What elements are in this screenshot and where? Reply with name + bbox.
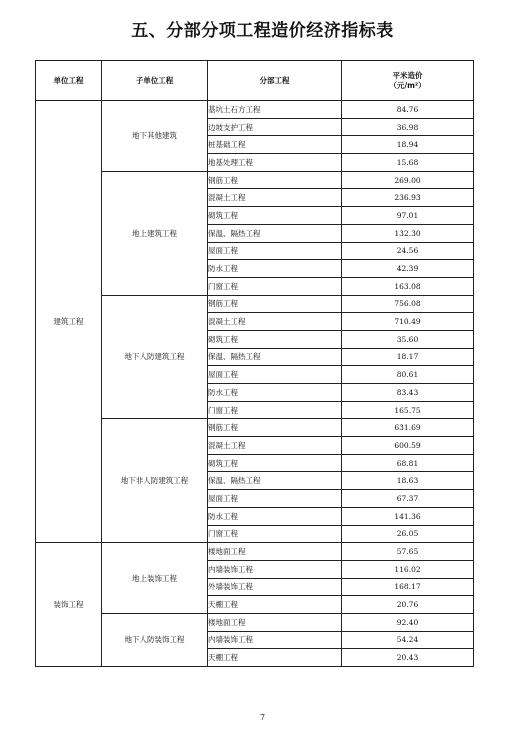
unit-price-cell: 163.08 xyxy=(342,277,474,295)
table-body xyxy=(36,101,474,667)
unit-price-cell: 97.01 xyxy=(342,207,474,225)
header-sub-unit: 子单位工程 xyxy=(102,61,208,101)
unit-price-cell: 18.63 xyxy=(342,472,474,490)
sub-unit-project-cell: 地下人防装饰工程 xyxy=(102,613,208,666)
unit-price-cell: 20.76 xyxy=(342,596,474,614)
sub-project-cell: 门窗工程 xyxy=(208,401,342,419)
unit-price-cell: 18.17 xyxy=(342,348,474,366)
unit-price-cell: 36.98 xyxy=(342,118,474,136)
sub-project-cell: 基坑土石方工程 xyxy=(208,101,342,119)
unit-price-cell: 132.30 xyxy=(342,224,474,242)
table-row xyxy=(36,171,474,189)
page-title: 五、分部分项工程造价经济指标表 xyxy=(131,21,394,41)
unit-price-cell: 15.68 xyxy=(342,154,474,172)
unit-price-cell: 710.49 xyxy=(342,313,474,331)
unit-price-cell: 20.43 xyxy=(342,649,474,667)
header-price xyxy=(342,61,474,101)
header-unit: 单位工程 xyxy=(36,61,102,101)
unit-price-cell: 42.39 xyxy=(342,260,474,278)
sub-project-cell: 砌筑工程 xyxy=(208,207,342,225)
table-row xyxy=(36,295,474,313)
sub-project-cell: 防水工程 xyxy=(208,260,342,278)
sub-unit-project-cell: 地下人防建筑工程 xyxy=(102,295,208,419)
unit-price-cell: 600.59 xyxy=(342,437,474,455)
sub-project-cell: 屋面工程 xyxy=(208,366,342,384)
sub-project-cell: 混凝土工程 xyxy=(208,313,342,331)
sub-unit-project-cell: 地下其他建筑 xyxy=(102,101,208,172)
sub-project-cell: 地基处理工程 xyxy=(208,154,342,172)
unit-project-cell: 建筑工程 xyxy=(36,101,102,543)
table-row xyxy=(36,543,474,561)
unit-price-cell: 168.17 xyxy=(342,578,474,596)
sub-project-cell: 屋面工程 xyxy=(208,490,342,508)
sub-project-cell: 内墙装饰工程 xyxy=(208,560,342,578)
header-price-line1: 平米造价 xyxy=(392,70,423,80)
sub-project-cell: 防水工程 xyxy=(208,384,342,402)
unit-price-cell: 26.05 xyxy=(342,525,474,543)
page-number: 7 xyxy=(259,713,266,722)
sub-project-cell: 钢筋工程 xyxy=(208,171,342,189)
unit-price-cell: 165.75 xyxy=(342,401,474,419)
sub-unit-project-cell: 地下非人防建筑工程 xyxy=(102,419,208,543)
sub-project-cell: 桩基础工程 xyxy=(208,136,342,154)
table-header-row xyxy=(36,61,474,101)
sub-unit-project-cell: 地上建筑工程 xyxy=(102,171,208,295)
unit-price-cell: 67.37 xyxy=(342,490,474,508)
sub-project-cell: 楼地面工程 xyxy=(208,543,342,561)
header-price-line2: （元/m²） xyxy=(389,80,426,90)
sub-project-cell: 天棚工程 xyxy=(208,596,342,614)
table-row xyxy=(36,419,474,437)
unit-price-cell: 756.08 xyxy=(342,295,474,313)
sub-project-cell: 屋面工程 xyxy=(208,242,342,260)
sub-project-cell: 门窗工程 xyxy=(208,525,342,543)
unit-price-cell: 269.00 xyxy=(342,171,474,189)
sub-project-cell: 保温、隔热工程 xyxy=(208,472,342,490)
unit-price-cell: 92.40 xyxy=(342,613,474,631)
unit-price-cell: 18.94 xyxy=(342,136,474,154)
unit-price-cell: 84.76 xyxy=(342,101,474,119)
table-row xyxy=(36,613,474,631)
unit-price-cell: 57.65 xyxy=(342,543,474,561)
sub-project-cell: 砌筑工程 xyxy=(208,454,342,472)
unit-project-cell: 装饰工程 xyxy=(36,543,102,667)
sub-project-cell: 保温、隔热工程 xyxy=(208,348,342,366)
unit-price-cell: 35.60 xyxy=(342,330,474,348)
sub-project-cell: 钢筋工程 xyxy=(208,419,342,437)
unit-price-cell: 116.02 xyxy=(342,560,474,578)
unit-price-cell: 68.81 xyxy=(342,454,474,472)
unit-price-cell: 54.24 xyxy=(342,631,474,649)
unit-price-cell: 236.93 xyxy=(342,189,474,207)
unit-price-cell: 80.61 xyxy=(342,366,474,384)
sub-project-cell: 边坡支护工程 xyxy=(208,118,342,136)
sub-project-cell: 砌筑工程 xyxy=(208,330,342,348)
sub-project-cell: 防水工程 xyxy=(208,507,342,525)
sub-unit-project-cell: 地上装饰工程 xyxy=(102,543,208,614)
header-part: 分部工程 xyxy=(208,61,342,101)
sub-project-cell: 楼地面工程 xyxy=(208,613,342,631)
table-row xyxy=(36,101,474,119)
sub-project-cell: 钢筋工程 xyxy=(208,295,342,313)
sub-project-cell: 保温、隔热工程 xyxy=(208,224,342,242)
sub-project-cell: 混凝土工程 xyxy=(208,189,342,207)
unit-price-cell: 24.56 xyxy=(342,242,474,260)
unit-price-cell: 631.69 xyxy=(342,419,474,437)
sub-project-cell: 门窗工程 xyxy=(208,277,342,295)
unit-price-cell: 141.36 xyxy=(342,507,474,525)
cost-index-table xyxy=(35,60,474,667)
unit-price-cell: 83.43 xyxy=(342,384,474,402)
sub-project-cell: 外墙装饰工程 xyxy=(208,578,342,596)
sub-project-cell: 混凝土工程 xyxy=(208,437,342,455)
sub-project-cell: 天棚工程 xyxy=(208,649,342,667)
sub-project-cell: 内墙装饰工程 xyxy=(208,631,342,649)
